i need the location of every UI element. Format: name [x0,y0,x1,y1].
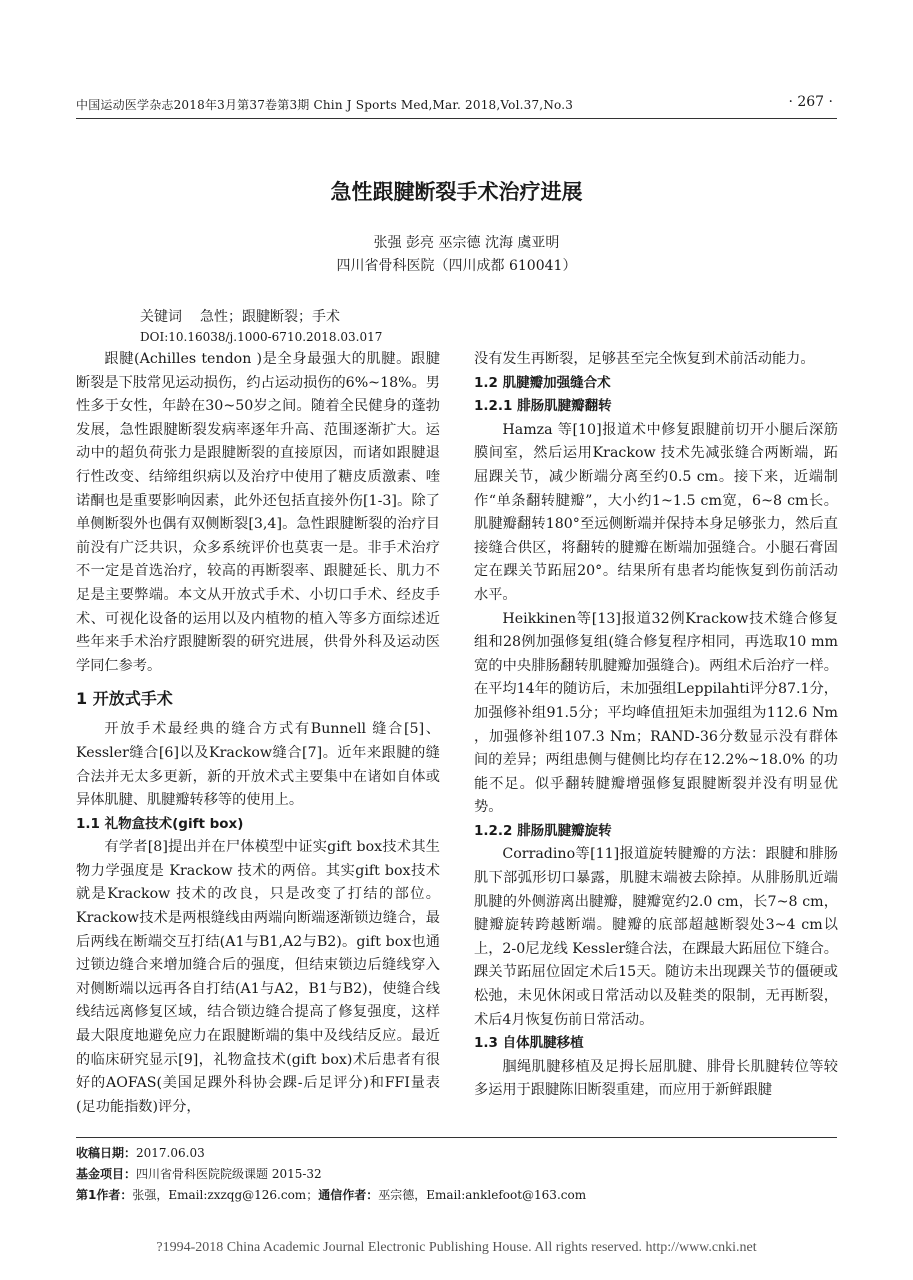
body-paragraph: 腘绳肌腱移植及足拇长屈肌腱、腓骨长肌腱转位等较多运用于跟腱陈旧断裂重建，而应用于新鲜跟腱 [474,1058,838,1099]
body-paragraph: Corradino等[11]报道旋转腱瓣的方法：跟腱和腓肠肌下部弧形切口暴露，肌腱末端被去除掉。从腓肠肌近端肌腱的外侧游离出腱瓣，腱瓣宽约2.0 cm，长7~8 cm，腱瓣旋转跨越断端。腱瓣的底部超越断裂处3~4 cm以上，2-0尼龙线 Kessler缝合法，在踝最大跖屈位下缝合。踝关节跖屈位固定术后15天。随访未出现踝关节的僵硬或松弛，未见休闲或日常活动以及鞋类的限制，无再断裂，术后4月恢复伤前日常活动。 [474,846,838,1028]
body-paragraph: Heikkinen等[13]报道32例Krackow技术缝合修复组和28例加强修复组(缝合修复程序相同，再选取10 mm宽的中央腓肠翻转肌腱瓣加强缝合)。两组术后治疗一样。在平均14年的随访后，未加强组Leppilahti评分87.1分，加强修补组91.5分；平均峰值扭矩未加强组为112.6 Nm ，加强修补组107.3 Nm；RAND-36分数显示没有群体间的差异；两组患侧与健侧比均存在12.2%~18.0% 的功能不足。似乎翻转腱瓣增强修复跟腱断裂并没有明显优势。 [474,610,838,816]
fund-value: 四川省骨科医院院级课题 2015-32 [136,1167,322,1181]
body-paragraph: 开放手术最经典的缝合方式有Bunnell 缝合[5]、Kessler缝合[6]以及Krackow缝合[7]。近年来跟腱的缝合法并无太多更新，新的开放术式主要集中在诸如自体或异体肌腱、肌腱瓣转移等的使用上。 [76,721,440,809]
subsection-heading: 1.2 肌腱瓣加强缝合术 [474,374,611,391]
keywords [140,306,340,326]
first-author-value: 张强，Email:zxzqg@126.com； [132,1188,319,1202]
header-divider [76,118,837,119]
corresponding-author-label: 通信作者： [318,1188,379,1202]
body-paragraph: 没有发生再断裂，足够甚至完全恢复到术前活动能力。 [474,351,815,367]
subsection-heading: 1.2.2 腓肠肌腱瓣旋转 [474,822,612,839]
running-head: 中国运动医学杂志2018年3月第37卷第3期 Chin J Sports Med,Mar. 2018,Vol.37,No.3 [76,98,574,112]
footnote-authors [76,1187,586,1203]
right-column [474,348,838,1103]
article-title: 急性跟腱断裂手术治疗进展 [330,180,583,204]
subsection-heading: 1.3 自体肌腱移植 [474,1035,584,1052]
doi: DOI:10.16038/j.1000-6710.2018.03.017 [140,330,383,344]
keywords-label: 关键词 [140,309,182,325]
author-list: 张强 彭亮 巫宗德 沈海 虞亚明 [373,235,560,251]
section-heading: 1 开放式手术 [76,689,173,709]
body-paragraph: 有学者[8]提出并在尸体模型中证实gift box技术其生物力学强度是 Krackow 技术的两倍。其实gift box技术就是Krackow 技术的改良，只是改变了打结的部位。Krackow技术是两根缝线由两端向断端逐渐锁边缝合，最后两线在断端交互打结(A1与B1,A2与B2)。gift box也通过锁边缝合来增加缝合后的强度，但结束锁边后缝线穿入对侧断端以远再各自打结(A1与A2，B1与B2)，使缝合线线结远离修复区域，结合锁边缝合提高了修复强度，这样最大限度地避免应力在跟腱断端的集中及线结反应。最近的临床研究显示[9]，礼物盒技术(gift box)术后患者有很好的AOFAS(美国足踝外科协会踝-后足评分)和FFI量表(足功能指数)评分， [76,839,440,1115]
keywords-value: 急性；跟腱断裂；手术 [200,309,340,325]
fund-label: 基金项目： [76,1167,137,1181]
footnote-fund [76,1166,322,1182]
subsection-heading: 1.1 礼物盒技术(gift box) [76,815,244,832]
body-paragraph: 跟腱(Achilles tendon )是全身最强大的肌腱。跟腱断裂是下肢常见运动损伤，约占运动损伤的6%~18%。男性多于女性，年龄在30~50岁之间。随着全民健身的蓬勃发展，急性跟腱断裂发病率逐年升高、范围逐渐扩大。运动中的超负荷张力是跟腱断裂的直接原因，而诸如跟腱退行性改变、结缔组织病以及治疗中使用了糖皮质激素、喹诺酮也是重要影响因素，此外还包括直接外伤[1-3]。除了单侧断裂外也偶有双侧断裂[3,4]。急性跟腱断裂的治疗目前没有广泛共识，众多系统评价也莫衷一是。非手术治疗不一定是首选治疗，较高的再断裂率、跟腱延长、肌力不足是主要弊端。本文从开放式手术、小切口手术、经皮手术、可视化设备的运用以及内植物的植入等多方面综述近些年来手术治疗跟腱断裂的研究进展，供骨外科及运动医学同仁参考。 [76,351,440,674]
footnote-divider [76,1137,837,1138]
first-author-label: 第1作者： [76,1188,133,1202]
copyright-notice: ?1994-2018 China Academic Journal Electronic Publishing House. All rights reserved. http://www.cnki.net [156,1240,757,1255]
body-paragraph: Hamza 等[10]报道术中修复跟腱前切开小腿后深筋膜间室，然后运用Krackow 技术先减张缝合两断端，跖屈踝关节，减少断端分离至约0.5 cm。接下来，近端制作“单条翻转腱瓣”，大小约1~1.5 cm宽，6~8 cm长。肌腱瓣翻转180°至远侧断端并保持本身足够张力，然后直接缝合供区，将翻转的腱瓣在断端加强缝合。小腿石膏固定在踝关节跖屈20°。结果所有患者均能恢复到伤前活动水平。 [474,421,838,603]
received-value: 2017.06.03 [136,1146,205,1160]
corresponding-author-value: 巫宗德，Email:anklefoot@163.com [378,1188,587,1202]
received-label: 收稿日期： [76,1146,137,1160]
left-column [76,348,440,1119]
subsection-heading: 1.2.1 腓肠肌腱瓣翻转 [474,398,612,415]
footnote-received [76,1145,205,1161]
page-number: · 267 · [788,94,833,110]
affiliation: 四川省骨科医院（四川成都 610041） [336,258,577,274]
